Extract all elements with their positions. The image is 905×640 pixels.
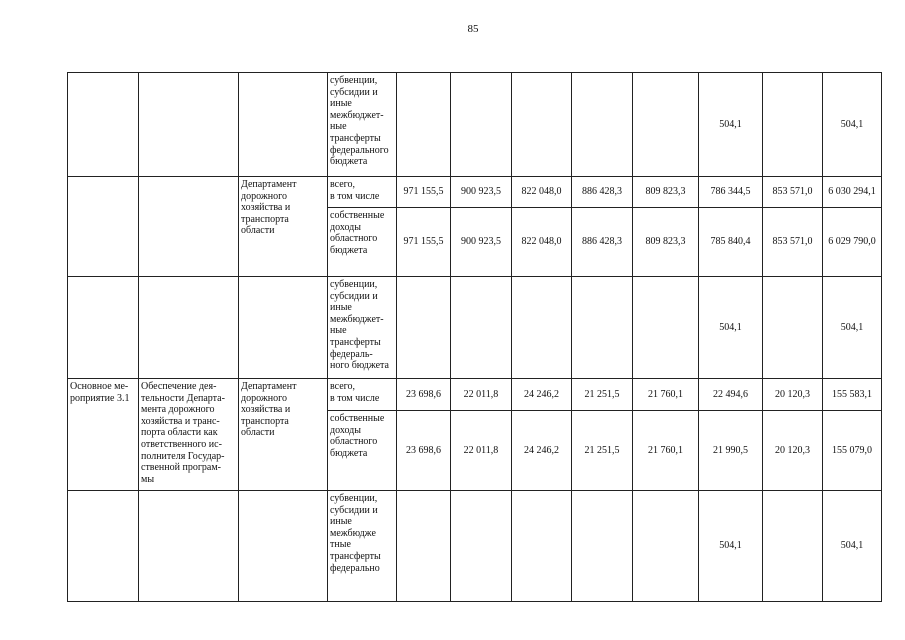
value-cell: 22 011,8: [451, 411, 512, 491]
empty-cell: [139, 277, 239, 379]
value-cell: 23 698,6: [397, 411, 451, 491]
value-cell: 22 494,6: [699, 379, 763, 411]
table-row: [68, 379, 882, 411]
total-cell: 155 079,0: [823, 411, 882, 491]
value-cell: 23 698,6: [397, 379, 451, 411]
value-cell: [633, 491, 699, 602]
value-cell: 21 251,5: [572, 379, 633, 411]
value-cell: 786 344,5: [699, 177, 763, 208]
value-cell: 504,1: [699, 277, 763, 379]
funding-source-cell: субвенции, субсидии и иные межбюджет- ные трансферты федерального бюджета: [328, 73, 397, 177]
value-cell: 21 760,1: [633, 411, 699, 491]
page-number: 85: [467, 23, 479, 35]
value-cell: 822 048,0: [512, 177, 572, 208]
activity-name-cell: Обеспечение дея- тельности Департа- мента дорожного хозяйства и транс- порта области как ответственного ис- полнителя Государ- ственной програм- мы: [139, 379, 239, 491]
executor-cell: Департамент дорожного хозяйства и транспорта области: [239, 177, 328, 277]
funding-source-cell: всего, в том числе: [328, 379, 397, 411]
empty-cell: [68, 177, 139, 277]
value-cell: [512, 73, 572, 177]
value-cell: 886 428,3: [572, 208, 633, 277]
table-row: [68, 277, 882, 379]
value-cell: 971 155,5: [397, 177, 451, 208]
empty-cell: [139, 491, 239, 602]
value-cell: [763, 491, 823, 602]
funding-source-cell: собственные доходы областного бюджета: [328, 208, 397, 277]
funding-source-text: субвенции, субсидии и иные межбюдже тные трансферты федерально: [330, 493, 381, 574]
empty-cell: [68, 491, 139, 602]
value-cell: 853 571,0: [763, 177, 823, 208]
funding-source-cell: субвенции, субсидии и иные межбюджет- ные трансферты федераль- ного бюджета: [328, 277, 397, 379]
value-cell: 21 251,5: [572, 411, 633, 491]
table-row: [68, 177, 882, 208]
value-cell: [512, 277, 572, 379]
value-cell: 822 048,0: [512, 208, 572, 277]
value-cell: [451, 277, 512, 379]
total-cell: 504,1: [823, 277, 882, 379]
empty-cell: [239, 277, 328, 379]
value-cell: 809 823,3: [633, 177, 699, 208]
value-cell: [451, 73, 512, 177]
funding-source-cell: всего, в том числе: [328, 177, 397, 208]
value-cell: 809 823,3: [633, 208, 699, 277]
value-cell: 24 246,2: [512, 379, 572, 411]
value-cell: 22 011,8: [451, 379, 512, 411]
value-cell: 785 840,4: [699, 208, 763, 277]
activity-number-cell: Основное ме- роприятие 3.1: [68, 379, 139, 491]
value-cell: [763, 277, 823, 379]
table-row: [68, 73, 882, 177]
value-cell: 971 155,5: [397, 208, 451, 277]
value-cell: [397, 73, 451, 177]
empty-cell: [239, 491, 328, 602]
empty-cell: [139, 177, 239, 277]
value-cell: 21 760,1: [633, 379, 699, 411]
value-cell: [763, 73, 823, 177]
table-row: [68, 491, 882, 602]
value-cell: 900 923,5: [451, 208, 512, 277]
value-cell: 900 923,5: [451, 177, 512, 208]
value-cell: 20 120,3: [763, 411, 823, 491]
empty-cell: [68, 277, 139, 379]
value-cell: 853 571,0: [763, 208, 823, 277]
empty-cell: [239, 73, 328, 177]
value-cell: 20 120,3: [763, 379, 823, 411]
total-cell: 6 030 294,1: [823, 177, 882, 208]
total-cell: 6 029 790,0: [823, 208, 882, 277]
value-cell: [512, 491, 572, 602]
empty-cell: [139, 73, 239, 177]
total-cell: 504,1: [823, 491, 882, 602]
funding-source-cell: [328, 491, 397, 602]
value-cell: [572, 277, 633, 379]
total-cell: 155 583,1: [823, 379, 882, 411]
value-cell: [633, 73, 699, 177]
value-cell: [572, 491, 633, 602]
funding-source-cell: собственные доходы областного бюджета: [328, 411, 397, 491]
value-cell: [397, 491, 451, 602]
value-cell: [397, 277, 451, 379]
value-cell: [451, 491, 512, 602]
value-cell: [633, 277, 699, 379]
value-cell: [572, 73, 633, 177]
value-cell: 24 246,2: [512, 411, 572, 491]
value-cell: 21 990,5: [699, 411, 763, 491]
value-cell: 504,1: [699, 73, 763, 177]
value-cell: 504,1: [699, 491, 763, 602]
executor-cell: Департамент дорожного хозяйства и транспорта области: [239, 379, 328, 491]
budget-table: [67, 72, 882, 602]
value-cell: 886 428,3: [572, 177, 633, 208]
total-cell: 504,1: [823, 73, 882, 177]
empty-cell: [68, 73, 139, 177]
